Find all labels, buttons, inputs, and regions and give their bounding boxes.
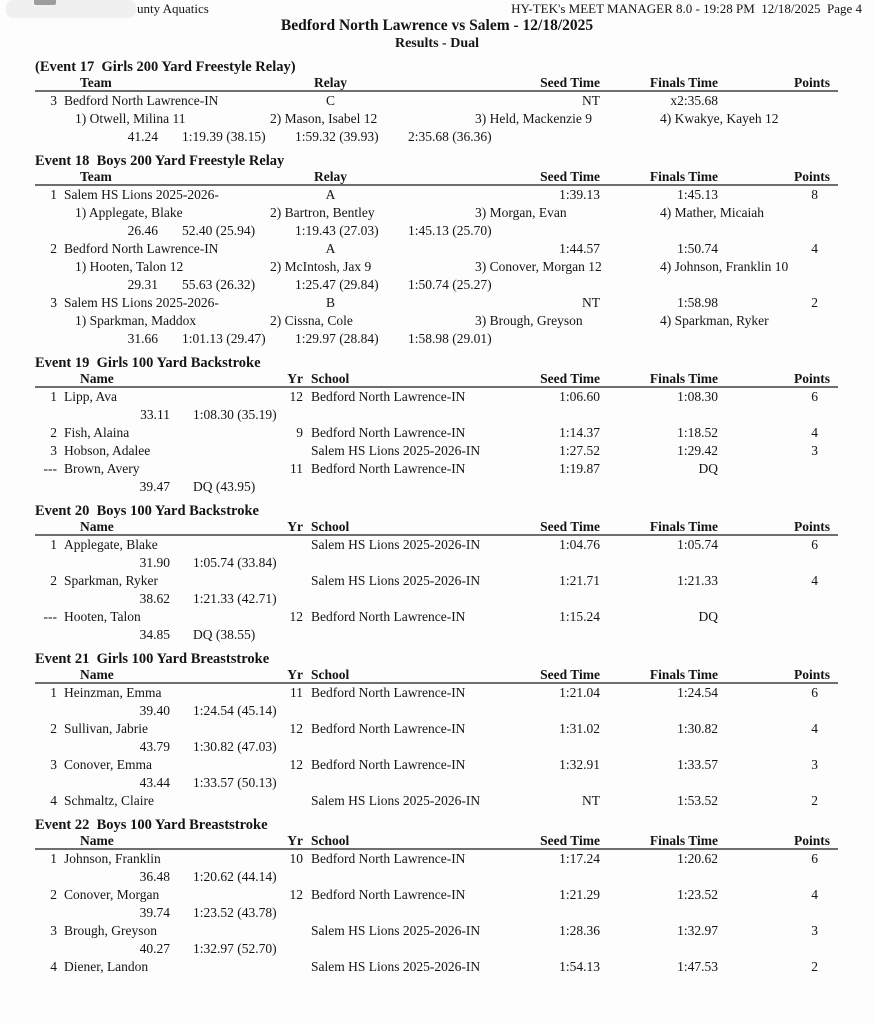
relay-swimmer-cell: 3) Brough, Greyson [475, 313, 583, 328]
splits-row [0, 554, 874, 572]
swimmer-name-cell: Brown, Avery [64, 461, 140, 476]
split-cell: 33.11 [140, 407, 170, 422]
result-row [0, 460, 874, 478]
header-seed-time: Seed Time [540, 667, 600, 682]
points-cell: 4 [811, 573, 818, 588]
relay-swimmers-row [0, 258, 874, 276]
split-cell: 1:29.97 (28.84) [295, 331, 379, 346]
points-cell: 4 [811, 721, 818, 736]
finals-time-cell: DQ [698, 609, 718, 624]
header-points: Points [793, 371, 830, 386]
header-seed-time: Seed Time [540, 371, 600, 386]
seed-time-cell: 1:44.57 [559, 241, 600, 256]
finals-time-cell: DQ [698, 461, 718, 476]
school-cell: Salem HS Lions 2025-2026-IN [311, 443, 481, 458]
place-cell: 2 [50, 887, 57, 902]
split-cell: 1:23.52 (43.78) [193, 905, 277, 920]
result-row [0, 886, 874, 904]
finals-time-cell: 1:18.52 [677, 425, 718, 440]
column-headers [0, 519, 874, 536]
column-headers [0, 371, 874, 388]
split-cell: 55.63 (26.32) [182, 277, 256, 292]
year-cell: 12 [289, 721, 303, 736]
split-cell: 1:21.33 (42.71) [193, 591, 277, 606]
school-cell: Salem HS Lions 2025-2026-IN [311, 573, 481, 588]
header-finals-time: Finals Time [649, 169, 718, 184]
seed-time-cell: 1:32.91 [559, 757, 600, 772]
column-headers [0, 75, 874, 92]
points-cell: 4 [811, 887, 818, 902]
points-cell: 3 [811, 757, 818, 772]
place-cell: 2 [50, 241, 57, 256]
points-cell: 4 [811, 425, 818, 440]
split-cell: 1:30.82 (47.03) [193, 739, 277, 754]
result-row [0, 792, 874, 810]
header-finals-time: Finals Time [649, 833, 718, 848]
finals-time-cell: 1:33.57 [677, 757, 718, 772]
place-cell: 1 [50, 685, 57, 700]
meet-title: Bedford North Lawrence vs Salem - 12/18/2025 [280, 17, 594, 34]
school-cell: Bedford North Lawrence-IN [311, 887, 466, 902]
place-cell: 1 [50, 187, 57, 202]
header-team: Team [80, 169, 112, 184]
place-cell: 1 [50, 851, 57, 866]
school-cell: Bedford North Lawrence-IN [311, 425, 466, 440]
school-cell: Bedford North Lawrence-IN [311, 721, 466, 736]
split-cell: 38.62 [139, 591, 170, 606]
header-finals-time: Finals Time [649, 519, 718, 534]
relay-swimmer-cell: 1) Applegate, Blake [75, 205, 183, 220]
swimmer-name-cell: Johnson, Franklin [64, 851, 161, 866]
result-row [0, 240, 874, 258]
splits-row [0, 128, 874, 146]
result-row [0, 756, 874, 774]
place-cell: --- [43, 461, 57, 476]
swimmer-name-cell: Sparkman, Ryker [64, 573, 158, 588]
seed-time-cell: NT [582, 793, 600, 808]
seed-time-cell: NT [582, 93, 600, 108]
split-cell: 1:45.13 (25.70) [408, 223, 492, 238]
school-cell: Salem HS Lions 2025-2026-IN [311, 537, 481, 552]
header-points: Points [793, 169, 830, 184]
seed-time-cell: 1:39.13 [559, 187, 600, 202]
split-cell: 1:01.13 (29.47) [182, 331, 266, 346]
column-headers [0, 169, 874, 186]
seed-time-cell: 1:27.52 [559, 443, 600, 458]
split-cell: 1:33.57 (50.13) [193, 775, 277, 790]
header-finals-time: Finals Time [649, 371, 718, 386]
relay-swimmer-cell: 1) Sparkman, Maddox [75, 313, 197, 328]
finals-time-cell: 1:30.82 [677, 721, 718, 736]
split-cell: 36.48 [139, 869, 170, 884]
place-cell: 3 [50, 93, 57, 108]
split-cell: 52.40 (25.94) [182, 223, 256, 238]
place-cell: --- [43, 609, 57, 624]
split-cell: 2:35.68 (36.36) [408, 129, 492, 144]
result-row [0, 536, 874, 554]
points-cell: 2 [811, 793, 818, 808]
seed-time-cell: NT [582, 295, 600, 310]
relay-swimmers-row [0, 204, 874, 222]
event-title: Event 18 Boys 200 Yard Freestyle Relay [35, 153, 285, 169]
result-row [0, 294, 874, 312]
place-cell: 3 [50, 295, 57, 310]
relay-swimmer-cell: 3) Conover, Morgan 12 [475, 259, 602, 274]
points-cell: 6 [811, 389, 818, 404]
year-cell: 10 [289, 851, 303, 866]
result-row [0, 424, 874, 442]
header-name: Name [80, 371, 114, 386]
swimmer-name-cell: Sullivan, Jabrie [64, 721, 148, 736]
school-cell: Bedford North Lawrence-IN [311, 609, 466, 624]
split-cell: 1:19.39 (38.15) [182, 129, 266, 144]
split-cell: 41.24 [127, 129, 158, 144]
split-cell: 1:19.43 (27.03) [295, 223, 379, 238]
points-cell: 3 [811, 923, 818, 938]
splits-row [0, 774, 874, 792]
place-cell: 4 [50, 793, 57, 808]
header-relay: Relay [314, 75, 347, 90]
finals-time-cell: 1:08.30 [677, 389, 718, 404]
splits-row [0, 904, 874, 922]
header-points: Points [793, 833, 830, 848]
points-cell: 6 [811, 537, 818, 552]
relay-swimmer-cell: 2) Bartron, Bentley [270, 205, 375, 220]
finals-time-cell: 1:50.74 [677, 241, 718, 256]
finals-time-cell: 1:21.33 [677, 573, 718, 588]
result-row [0, 922, 874, 940]
relay-swimmers-row [0, 110, 874, 128]
splits-row [0, 868, 874, 886]
result-row [0, 186, 874, 204]
seed-time-cell: 1:04.76 [559, 537, 600, 552]
swimmer-name-cell: Schmaltz, Claire [64, 793, 154, 808]
split-cell: 1:25.47 (29.84) [295, 277, 379, 292]
seed-time-cell: 1:28.36 [559, 923, 600, 938]
event-title: Event 22 Boys 100 Yard Breaststroke [35, 817, 268, 833]
school-cell: Bedford North Lawrence-IN [311, 851, 466, 866]
header-relay: Relay [314, 169, 347, 184]
splits-row [0, 222, 874, 240]
event-section [0, 651, 874, 810]
school-cell: Salem HS Lions 2025-2026-IN [311, 959, 481, 974]
year-cell: 12 [289, 389, 303, 404]
split-cell: 1:50.74 (25.27) [408, 277, 492, 292]
relay-swimmer-cell: 4) Sparkman, Ryker [660, 313, 769, 328]
column-headers [0, 833, 874, 850]
place-cell: 2 [50, 425, 57, 440]
team-cell: Salem HS Lions 2025-2026- [64, 187, 219, 202]
relay-swimmer-cell: 4) Kwakye, Kayeh 12 [660, 111, 779, 126]
splits-row [0, 590, 874, 608]
column-headers [0, 667, 874, 684]
header-finals-time: Finals Time [649, 75, 718, 90]
split-cell: DQ (43.95) [193, 479, 256, 494]
finals-time-cell: x2:35.68 [670, 93, 718, 108]
relay-letter-cell: A [325, 187, 336, 202]
split-cell: 39.40 [139, 703, 170, 718]
swimmer-name-cell: Fish, Alaina [64, 425, 130, 440]
split-cell: 34.85 [139, 627, 170, 642]
split-cell: 31.90 [139, 555, 170, 570]
school-cell: Bedford North Lawrence-IN [311, 389, 466, 404]
splits-row [0, 738, 874, 756]
swimmer-name-cell: Brough, Greyson [64, 923, 157, 938]
result-row [0, 442, 874, 460]
logo-overlay-tab [34, 0, 56, 5]
finals-time-cell: 1:32.97 [677, 923, 718, 938]
event-section [0, 59, 874, 146]
swimmer-name-cell: Conover, Emma [64, 757, 152, 772]
split-cell: 1:59.32 (39.93) [295, 129, 379, 144]
seed-time-cell: 1:06.60 [559, 389, 600, 404]
header-points: Points [793, 75, 830, 90]
split-cell: 1:20.62 (44.14) [193, 869, 277, 884]
header-seed-time: Seed Time [540, 75, 600, 90]
swimmer-name-cell: Applegate, Blake [64, 537, 158, 552]
place-cell: 3 [50, 757, 57, 772]
seed-time-cell: 1:14.37 [559, 425, 600, 440]
split-cell: 1:05.74 (33.84) [193, 555, 277, 570]
header-school: School [311, 371, 350, 386]
result-row [0, 92, 874, 110]
result-row [0, 388, 874, 406]
relay-swimmer-cell: 2) McIntosh, Jax 9 [270, 259, 372, 274]
logo-overlay [6, 0, 136, 18]
header-seed-time: Seed Time [540, 519, 600, 534]
finals-time-cell: 1:23.52 [677, 887, 718, 902]
relay-swimmer-cell: 2) Mason, Isabel 12 [270, 111, 378, 126]
seed-time-cell: 1:21.04 [559, 685, 600, 700]
result-row [0, 958, 874, 976]
finals-time-cell: 1:58.98 [677, 295, 718, 310]
school-cell: Bedford North Lawrence-IN [311, 757, 466, 772]
relay-swimmer-cell: 2) Cissna, Cole [270, 313, 353, 328]
points-cell: 2 [811, 959, 818, 974]
points-cell: 2 [811, 295, 818, 310]
points-cell: 6 [811, 685, 818, 700]
splits-row [0, 940, 874, 958]
seed-time-cell: 1:21.29 [559, 887, 600, 902]
swimmer-name-cell: Hobson, Adalee [64, 443, 151, 458]
seed-time-cell: 1:21.71 [559, 573, 600, 588]
club-name-partial: unty Aquatics [137, 1, 209, 16]
generator-info: HY-TEK's MEET MANAGER 8.0 - 19:28 PM 12/18/2025 Page 4 [511, 1, 862, 16]
year-cell: 12 [289, 887, 303, 902]
swimmer-name-cell: Hooten, Talon [64, 609, 141, 624]
split-cell: 31.66 [127, 331, 158, 346]
event-section [0, 503, 874, 644]
relay-swimmer-cell: 3) Morgan, Evan [475, 205, 567, 220]
relay-swimmer-cell: 3) Held, Mackenzie 9 [475, 111, 592, 126]
header-school: School [311, 833, 350, 848]
event-title: (Event 17 Girls 200 Yard Freestyle Relay) [35, 59, 296, 75]
header-name: Name [80, 667, 114, 682]
split-cell: 29.31 [127, 277, 158, 292]
year-cell: 11 [290, 685, 303, 700]
events-list [0, 59, 874, 976]
finals-time-cell: 1:29.42 [677, 443, 718, 458]
header-points: Points [793, 667, 830, 682]
splits-row [0, 406, 874, 424]
split-cell: 40.27 [139, 941, 170, 956]
header-name: Name [80, 833, 114, 848]
split-cell: 1:24.54 (45.14) [193, 703, 277, 718]
school-cell: Bedford North Lawrence-IN [311, 461, 466, 476]
split-cell: 39.47 [139, 479, 170, 494]
seed-time-cell: 1:15.24 [559, 609, 600, 624]
event-section [0, 355, 874, 496]
header-seed-time: Seed Time [540, 833, 600, 848]
place-cell: 2 [50, 721, 57, 736]
school-cell: Salem HS Lions 2025-2026-IN [311, 923, 481, 938]
header-yr: Yr [287, 667, 303, 682]
finals-time-cell: 1:05.74 [677, 537, 718, 552]
swimmer-name-cell: Conover, Morgan [64, 887, 160, 902]
result-row [0, 608, 874, 626]
relay-swimmer-cell: 1) Otwell, Milina 11 [75, 111, 186, 126]
header-school: School [311, 519, 350, 534]
event-section [0, 153, 874, 348]
relay-swimmer-cell: 4) Johnson, Franklin 10 [660, 259, 789, 274]
splits-row [0, 276, 874, 294]
school-cell: Bedford North Lawrence-IN [311, 685, 466, 700]
place-cell: 4 [50, 959, 57, 974]
page-header [0, 0, 874, 17]
points-cell: 6 [811, 851, 818, 866]
split-cell: 43.79 [139, 739, 170, 754]
split-cell: DQ (38.55) [193, 627, 256, 642]
seed-time-cell: 1:54.13 [559, 959, 600, 974]
place-cell: 3 [50, 443, 57, 458]
year-cell: 11 [290, 461, 303, 476]
relay-swimmers-row [0, 312, 874, 330]
place-cell: 2 [50, 573, 57, 588]
splits-row [0, 478, 874, 496]
points-cell: 8 [811, 187, 818, 202]
year-cell: 12 [289, 757, 303, 772]
result-row [0, 572, 874, 590]
school-cell: Salem HS Lions 2025-2026-IN [311, 793, 481, 808]
seed-time-cell: 1:19.87 [559, 461, 600, 476]
splits-row [0, 626, 874, 644]
split-cell: 26.46 [127, 223, 158, 238]
header-name: Name [80, 519, 114, 534]
relay-swimmer-cell: 4) Mather, Micaiah [660, 205, 765, 220]
finals-time-cell: 1:47.53 [677, 959, 718, 974]
split-cell: 43.44 [139, 775, 170, 790]
team-cell: Bedford North Lawrence-IN [64, 241, 219, 256]
swimmer-name-cell: Lipp, Ava [64, 389, 117, 404]
relay-letter-cell: C [325, 93, 335, 108]
relay-letter-cell: A [325, 241, 336, 256]
header-seed-time: Seed Time [540, 169, 600, 184]
split-cell: 39.74 [139, 905, 170, 920]
swimmer-name-cell: Diener, Landon [64, 959, 149, 974]
split-cell: 1:58.98 (29.01) [408, 331, 492, 346]
team-cell: Salem HS Lions 2025-2026- [64, 295, 219, 310]
event-section [0, 817, 874, 976]
header-yr: Yr [287, 833, 303, 848]
year-cell: 12 [289, 609, 303, 624]
header-yr: Yr [287, 519, 303, 534]
points-cell: 3 [811, 443, 818, 458]
finals-time-cell: 1:20.62 [677, 851, 718, 866]
seed-time-cell: 1:31.02 [559, 721, 600, 736]
seed-time-cell: 1:17.24 [559, 851, 600, 866]
splits-row [0, 702, 874, 720]
result-row [0, 684, 874, 702]
swimmer-name-cell: Heinzman, Emma [64, 685, 162, 700]
finals-time-cell: 1:45.13 [677, 187, 718, 202]
event-title: Event 21 Girls 100 Yard Breaststroke [35, 651, 270, 667]
team-cell: Bedford North Lawrence-IN [64, 93, 219, 108]
header-school: School [311, 667, 350, 682]
place-cell: 3 [50, 923, 57, 938]
relay-swimmer-cell: 1) Hooten, Talon 12 [75, 259, 184, 274]
split-cell: 1:08.30 (35.19) [193, 407, 277, 422]
report-subtitle: Results - Dual [394, 36, 479, 51]
header-finals-time: Finals Time [649, 667, 718, 682]
place-cell: 1 [50, 537, 57, 552]
finals-time-cell: 1:24.54 [677, 685, 718, 700]
header-team: Team [80, 75, 112, 90]
header-points: Points [793, 519, 830, 534]
event-title: Event 19 Girls 100 Yard Backstroke [35, 355, 261, 371]
result-row [0, 850, 874, 868]
event-title: Event 20 Boys 100 Yard Backstroke [35, 503, 259, 519]
points-cell: 4 [811, 241, 818, 256]
splits-row [0, 330, 874, 348]
header-yr: Yr [287, 371, 303, 386]
place-cell: 1 [50, 389, 57, 404]
finals-time-cell: 1:53.52 [677, 793, 718, 808]
result-row [0, 720, 874, 738]
relay-letter-cell: B [325, 295, 335, 310]
split-cell: 1:32.97 (52.70) [193, 941, 277, 956]
year-cell: 9 [296, 425, 303, 440]
